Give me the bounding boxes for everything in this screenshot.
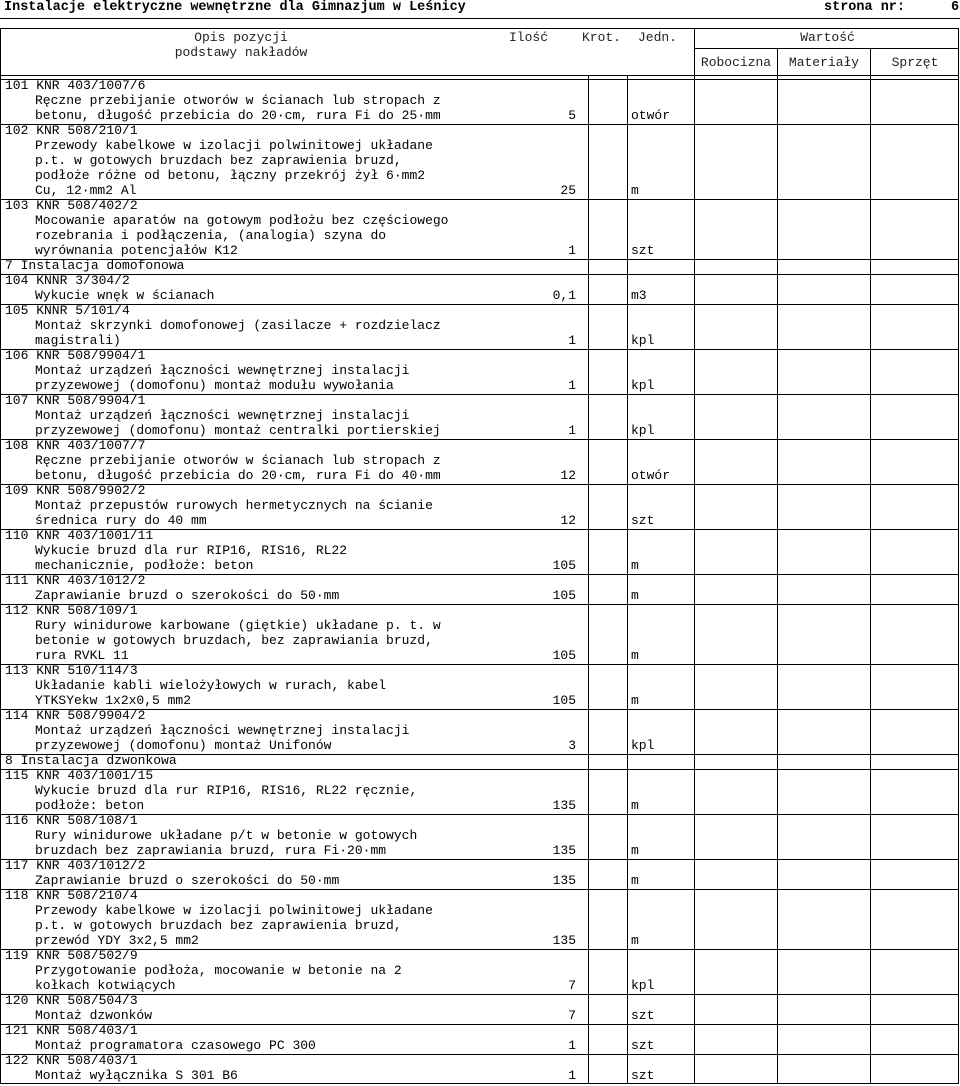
item-quantity: 105 <box>552 558 576 573</box>
cost-table <box>0 28 959 1084</box>
item-unit: kpl <box>631 423 655 438</box>
row-divider <box>1 124 959 125</box>
item-description-line: p.t. w gotowych bruzdach bez zaprawienia bruzd, <box>35 918 402 933</box>
column-header-unit: Jedn. <box>638 30 678 45</box>
item-description-line: Mocowanie aparatów na gotowym podłożu bez częściowego <box>35 213 449 228</box>
item-unit: m3 <box>631 288 647 303</box>
item-unit: m <box>631 648 639 663</box>
section-heading: 7 Instalacja domofonowa <box>5 258 185 273</box>
row-divider <box>1 814 959 815</box>
item-description-line: Wykucie wnęk w ścianach <box>35 288 215 303</box>
row-divider <box>1 604 959 605</box>
item-quantity: 105 <box>552 693 576 708</box>
column-divider <box>694 29 695 1084</box>
item-description-line: Przewody kabelkowe w izolacji polwinitowej układane <box>35 903 433 918</box>
item-description-line: Montaż urządzeń łączności wewnętrznej instalacji <box>35 408 410 423</box>
column-header-equipment: Sprzęt <box>891 55 939 70</box>
item-unit: szt <box>631 1008 655 1023</box>
item-description-line: Ręczne przebijanie otworów w ścianach lub stropach z <box>35 93 441 108</box>
item-quantity: 12 <box>560 468 576 483</box>
item-description-line: średnica rury do 40 mm <box>35 513 207 528</box>
item-code: 104 KNNR 3/304/2 <box>5 273 130 288</box>
row-divider <box>1 949 959 950</box>
column-header-description-line2: podstawy nakładów <box>174 45 308 60</box>
item-code: 118 KNR 508/210/4 <box>5 888 138 903</box>
item-unit: m <box>631 558 639 573</box>
item-unit: kpl <box>631 378 655 393</box>
item-description-line: bruzdach bez zaprawiania bruzd, rura Fi·20·mm <box>35 843 387 858</box>
item-quantity: 1 <box>568 243 576 258</box>
item-description-line: przyzewowej (domofonu) montaż Unifonów <box>35 738 332 753</box>
column-header-value: Wartość <box>800 30 855 45</box>
item-unit: otwór <box>631 468 671 483</box>
item-code: 106 KNR 508/9904/1 <box>5 348 146 363</box>
column-header-materials: Materiały <box>788 55 860 70</box>
item-quantity: 1 <box>568 1038 576 1053</box>
item-description-line: Przygotowanie podłoża, mocowanie w betonie na 2 <box>35 963 402 978</box>
item-unit: kpl <box>631 978 655 993</box>
row-divider <box>1 664 959 665</box>
item-description-line: Montaż wyłącznika S 301 B6 <box>35 1068 238 1083</box>
item-unit: kpl <box>631 738 655 753</box>
item-description-line: Przewody kabelkowe w izolacji polwinitowej układane <box>35 138 433 153</box>
column-divider <box>627 76 628 1084</box>
column-header-description <box>121 30 361 60</box>
row-divider <box>1 889 959 890</box>
item-quantity: 135 <box>552 873 576 888</box>
item-unit: szt <box>631 1038 655 1053</box>
document-title: Instalacje elektryczne wewnętrzne dla Gimnazjum w Leśnicy <box>4 0 466 15</box>
item-code: 120 KNR 508/504/3 <box>5 993 138 1008</box>
column-header-krot: Krot. <box>582 30 622 45</box>
item-quantity: 105 <box>552 588 576 603</box>
item-quantity: 7 <box>568 978 576 993</box>
item-description-line: betonu, długość przebicia do 20·cm, rura Fi do 25·mm <box>35 108 441 123</box>
item-quantity: 25 <box>560 183 576 198</box>
item-description-line: betonie w gotowych bruzdach, bez zaprawiania bruzd, <box>35 633 433 648</box>
item-description-line: Rury winidurowe karbowane (giętkie) układane p. t. w <box>35 618 441 633</box>
item-code: 108 KNR 403/1007/7 <box>5 438 146 453</box>
item-description-line: Montaż dzwonków <box>35 1008 153 1023</box>
item-code: 112 KNR 508/109/1 <box>5 603 138 618</box>
item-quantity: 0,1 <box>552 288 576 303</box>
item-quantity: 1 <box>568 333 576 348</box>
item-description-line: podłoże: beton <box>35 798 145 813</box>
item-description-line: mechanicznie, podłoże: beton <box>35 558 254 573</box>
item-description-line: Ręczne przebijanie otworów w ścianach lub stropach z <box>35 453 441 468</box>
item-code: 116 KNR 508/108/1 <box>5 813 138 828</box>
header-divider <box>1 75 959 76</box>
page-header <box>0 0 960 19</box>
item-quantity: 12 <box>560 513 576 528</box>
item-code: 101 KNR 403/1007/6 <box>5 78 146 93</box>
row-divider <box>1 199 959 200</box>
item-code: 110 KNR 403/1001/11 <box>5 528 154 543</box>
item-description-line: betonu, długość przebicia do 20·cm, rura Fi do 40·mm <box>35 468 441 483</box>
item-code: 113 KNR 510/114/3 <box>5 663 138 678</box>
item-code: 107 KNR 508/9904/1 <box>5 393 146 408</box>
item-code: 105 KNNR 5/101/4 <box>5 303 130 318</box>
item-description-line: rozebrania i podłączenia, (analogia) szyna do <box>35 228 387 243</box>
column-header-labor: Robocizna <box>700 55 772 70</box>
item-quantity: 1 <box>568 378 576 393</box>
item-description-line: Rury winidurowe układane p/t w betonie w gotowych <box>35 828 418 843</box>
item-quantity: 105 <box>552 648 576 663</box>
item-quantity: 1 <box>568 1068 576 1083</box>
item-description-line: Zaprawianie bruzd o szerokości do 50·mm <box>35 588 340 603</box>
item-description-line: Wykucie bruzd dla rur RIP16, RIS16, RL22 <box>35 543 348 558</box>
item-quantity: 7 <box>568 1008 576 1023</box>
item-unit: szt <box>631 1068 655 1083</box>
item-description-line: Zaprawianie bruzd o szerokości do 50·mm <box>35 873 340 888</box>
row-divider <box>1 1054 959 1055</box>
column-divider <box>588 76 589 1084</box>
page-number: 6 <box>951 0 960 15</box>
item-unit: kpl <box>631 333 655 348</box>
item-description-line: wyrównania potencjałów K12 <box>35 243 238 258</box>
item-description-line: przyzewowej (domofonu) montaż modułu wywołania <box>35 378 394 393</box>
item-description-line: YTKSYekw 1x2x0,5 mm2 <box>35 693 192 708</box>
item-unit: m <box>631 933 639 948</box>
item-unit: szt <box>631 513 655 528</box>
item-description-line: rura RVKL 11 <box>35 648 129 663</box>
item-unit: m <box>631 183 639 198</box>
item-code: 109 KNR 508/9902/2 <box>5 483 146 498</box>
item-description-line: p.t. w gotowych bruzdach bez zaprawienia bruzd, <box>35 153 402 168</box>
item-description-line: przewód YDY 3x2,5 mm2 <box>35 933 199 948</box>
item-description-line: przyzewowej (domofonu) montaż centralki portierskiej <box>35 423 441 438</box>
item-code: 121 KNR 508/403/1 <box>5 1023 138 1038</box>
row-divider <box>1 304 959 305</box>
column-header-qty: Ilość <box>509 30 549 45</box>
page-label: strona nr: <box>824 0 906 15</box>
row-divider <box>1 274 959 275</box>
item-unit: m <box>631 798 639 813</box>
item-quantity: 5 <box>568 108 576 123</box>
item-description-line: Montaż skrzynki domofonowej (zasilacze + rozdzielacz <box>35 318 441 333</box>
item-code: 119 KNR 508/502/9 <box>5 948 138 963</box>
column-divider <box>777 49 778 1084</box>
item-unit: m <box>631 588 639 603</box>
item-quantity: 1 <box>568 423 576 438</box>
item-code: 115 KNR 403/1001/15 <box>5 768 154 783</box>
item-unit: m <box>631 873 639 888</box>
item-code: 117 KNR 403/1012/2 <box>5 858 146 873</box>
item-description-line: Montaż programatora czasowego PC 300 <box>35 1038 316 1053</box>
column-divider <box>870 49 871 1084</box>
item-unit: otwór <box>631 108 671 123</box>
item-unit: m <box>631 693 639 708</box>
item-description-line: Wykucie bruzd dla rur RIP16, RIS16, RL22 ręcznie, <box>35 783 418 798</box>
item-description-line: kołkach kotwiących <box>35 978 176 993</box>
column-header-description-line1: Opis pozycji <box>194 30 288 45</box>
item-description-line: Montaż przepustów rurowych hermetycznych na ścianie <box>35 498 433 513</box>
value-subheader-divider <box>694 48 959 49</box>
item-quantity: 135 <box>552 933 576 948</box>
item-code: 114 KNR 508/9904/2 <box>5 708 146 723</box>
item-description-line: Układanie kabli wielożyłowych w rurach, kabel <box>35 678 387 693</box>
item-unit: szt <box>631 243 655 258</box>
item-description-line: Montaż urządzeń łączności wewnętrznej instalacji <box>35 363 410 378</box>
row-divider <box>1 1024 959 1025</box>
item-description-line: magistrali) <box>35 333 121 348</box>
item-code: 102 KNR 508/210/1 <box>5 123 138 138</box>
item-quantity: 135 <box>552 843 576 858</box>
item-code: 111 KNR 403/1012/2 <box>5 573 146 588</box>
row-divider <box>1 994 959 995</box>
section-heading: 8 Instalacja dzwonkowa <box>5 753 177 768</box>
item-unit: m <box>631 843 639 858</box>
item-code: 103 KNR 508/402/2 <box>5 198 138 213</box>
item-description-line: podłoże różne od betonu, łączny przekrój żył 6·mm2 <box>35 168 426 183</box>
item-description-line: Montaż urządzeń łączności wewnętrznej instalacji <box>35 723 410 738</box>
item-quantity: 135 <box>552 798 576 813</box>
item-description-line: Cu, 12·mm2 Al <box>35 183 137 198</box>
item-code: 122 KNR 508/403/1 <box>5 1053 138 1068</box>
item-quantity: 3 <box>568 738 576 753</box>
